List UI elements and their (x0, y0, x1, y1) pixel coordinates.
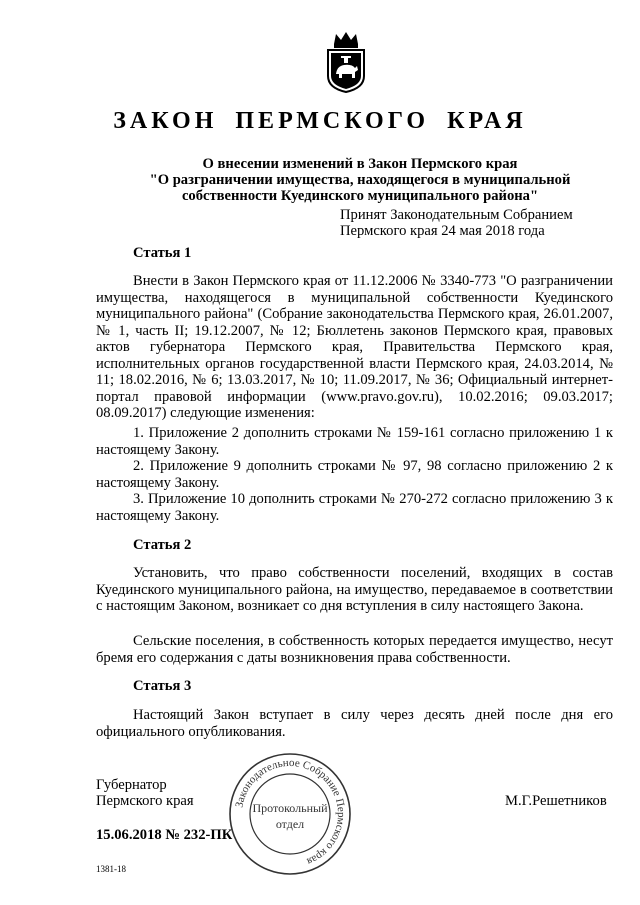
signatory-line: Губернатор (96, 777, 167, 793)
coat-of-arms-icon (322, 30, 370, 94)
article-3-heading: Статья 3 (133, 678, 192, 694)
acceptance-line: Принят Законодательным Собранием (340, 207, 573, 223)
subtitle-line: О внесении изменений в Закон Пермского края (202, 156, 518, 172)
article-2-heading: Статья 2 (133, 537, 192, 553)
subtitle-line: собственности Куединского муниципального района" (181, 188, 539, 204)
stamp-center-line: отдел (275, 817, 305, 831)
acceptance-line: Пермского края 24 мая 2018 года (340, 223, 545, 239)
stamp-center-line: Протокольный (252, 801, 328, 815)
signatory-title (96, 777, 194, 809)
law-date-number: 15.06.2018 № 232-ПК (96, 827, 233, 843)
law-subtitle (140, 156, 580, 204)
article-1-heading: Статья 1 (133, 245, 192, 261)
law-title: ЗАКОН ПЕРМСКОГО КРАЯ (113, 108, 527, 134)
article-1-item: 1. Приложение 2 дополнить строками № 159-161 согласно приложению 1 к настоящему Закону. (96, 425, 613, 458)
article-3-paragraph: Настоящий Закон вступает в силу через десять дней после дня его официального опубликования. (96, 707, 613, 740)
article-2-paragraph: Сельские поселения, в собственность которых передается имущество, несут бремя его содержания с даты возникновения права собственности. (96, 633, 613, 666)
signatory-name: М.Г.Решетников (505, 793, 607, 809)
article-1-item: 2. Приложение 9 дополнить строками № 97, 98 согласно приложению 2 к настоящему Закону. (96, 458, 613, 491)
acceptance-note (340, 207, 573, 239)
stamp-ring-text: Законодательное Собрание Пермского края (233, 756, 348, 868)
registration-number: 1381-18 (96, 864, 126, 874)
protocol-department-stamp-icon (228, 752, 352, 876)
subtitle-line: "О разграничении имущества, находящегося в муниципальной (149, 172, 571, 188)
article-2-paragraph: Установить, что право собственности поселений, входящих в состав Куединского муниципального района, на имущество, передаваемое в соответствии с настоящим Законом, возникает со дня вступления в силу настоящего Закона. (96, 565, 613, 614)
article-1-paragraph: Внести в Закон Пермского края от 11.12.2006 № 3340-773 "О разграничении имущества, находящегося в муниципальной собственности Куединского муниципального района" (Собрание законодательства Пермского края, 26.01.2007, № 1, часть II; 19.12.2007, № 12; Бюллетень законов Пермского края, правовых актов губернатора Пермского края, Правительства Пермского края, исполнительных органов государственной власти Пермского края, 24.03.2014, № 11; 18.02.2016, № 6; 13.03.2017, № 10; 11.09.2017, № 36; Официальный интернет-портал правовой информации (www.pravo.gov.ru), 10.02.2016; 09.03.2017; 08.09.2017) следующие изменения: (96, 273, 613, 421)
article-1-item: 3. Приложение 10 дополнить строками № 270-272 согласно приложению 3 к настоящему Закону. (96, 491, 613, 524)
signatory-line: Пермского края (96, 793, 194, 809)
